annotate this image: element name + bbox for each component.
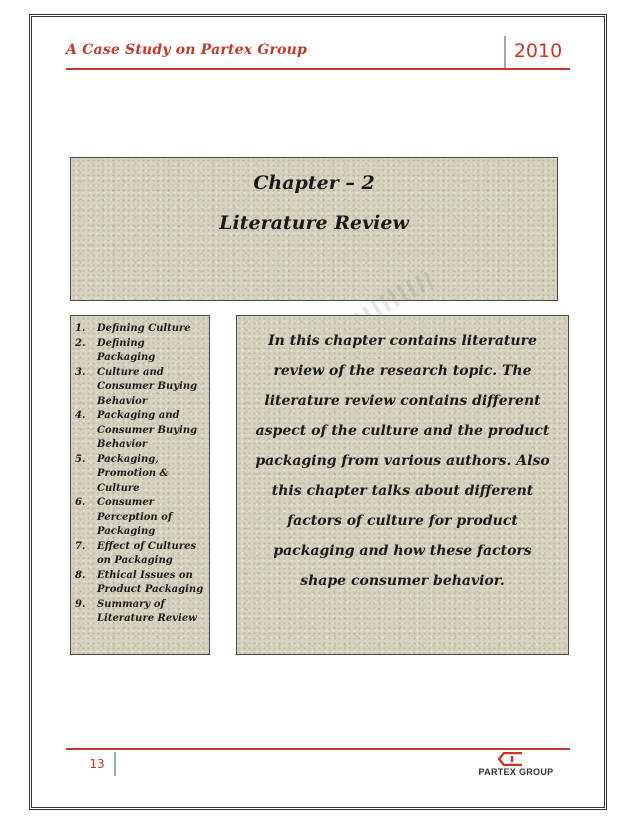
chapter-number: Chapter – 2 [253,172,375,194]
contents-item-number: 3. [75,366,86,378]
contents-item-text: Ethical Issues on Product Packaging [97,569,204,595]
contents-item [75,496,205,540]
contents-item [75,598,205,627]
partex-logo-mark-icon [498,752,524,766]
contents-item-number: 9. [75,598,86,610]
contents-item-number: 6. [75,497,86,508]
contents-item-text: Culture and Consumer Buying Behavior [97,366,198,407]
contents-item-number: 8. [75,569,86,581]
header-title: A Case Study on Partex Group [66,42,307,58]
header-year: 2010 [504,36,570,68]
partex-group-logo [466,752,566,780]
contents-item-number: 4. [75,410,86,421]
chapter-heading-panel [70,157,558,301]
contents-item-number: 7. [75,540,86,552]
contents-item-text: Packaging and Consumer Buying Behavior [97,410,198,450]
header-rule [66,68,570,70]
chapter-title: Literature Review [219,212,409,234]
contents-panel [70,315,210,655]
contents-item-text: Packaging, Promotion & Culture [97,453,169,494]
contents-item [75,453,205,497]
contents-item-text: Defining Culture [97,323,191,334]
contents-item [75,409,205,453]
partex-logo-text: PARTEX GROUP [478,767,554,777]
contents-item-number: 1. [75,323,86,334]
contents-item [75,569,205,598]
contents-item-text: Summary of Literature Review [97,598,197,624]
contents-item [75,337,205,366]
contents-item-text: Consumer Perception of Packaging [97,497,173,537]
contents-item [75,366,205,410]
contents-item-number: 5. [75,453,86,465]
contents-item [75,322,205,337]
contents-list [75,322,205,627]
page-number: 13 [80,752,116,776]
contents-item [75,540,205,569]
contents-item-number: 2. [75,337,86,349]
footer-rule [66,748,570,750]
contents-item-text: Effect of Cultures on Packaging [97,540,197,566]
contents-item-text: Defining Packaging [97,337,156,363]
chapter-summary-text: In this chapter contains literature review of the research topic. The literature review contains different aspect of the culture and the product packaging from various authors. Also this chapter talks about different factors of culture for product packaging and how these factors shape consumer behavior. [255,333,550,589]
chapter-summary-panel [236,315,569,655]
